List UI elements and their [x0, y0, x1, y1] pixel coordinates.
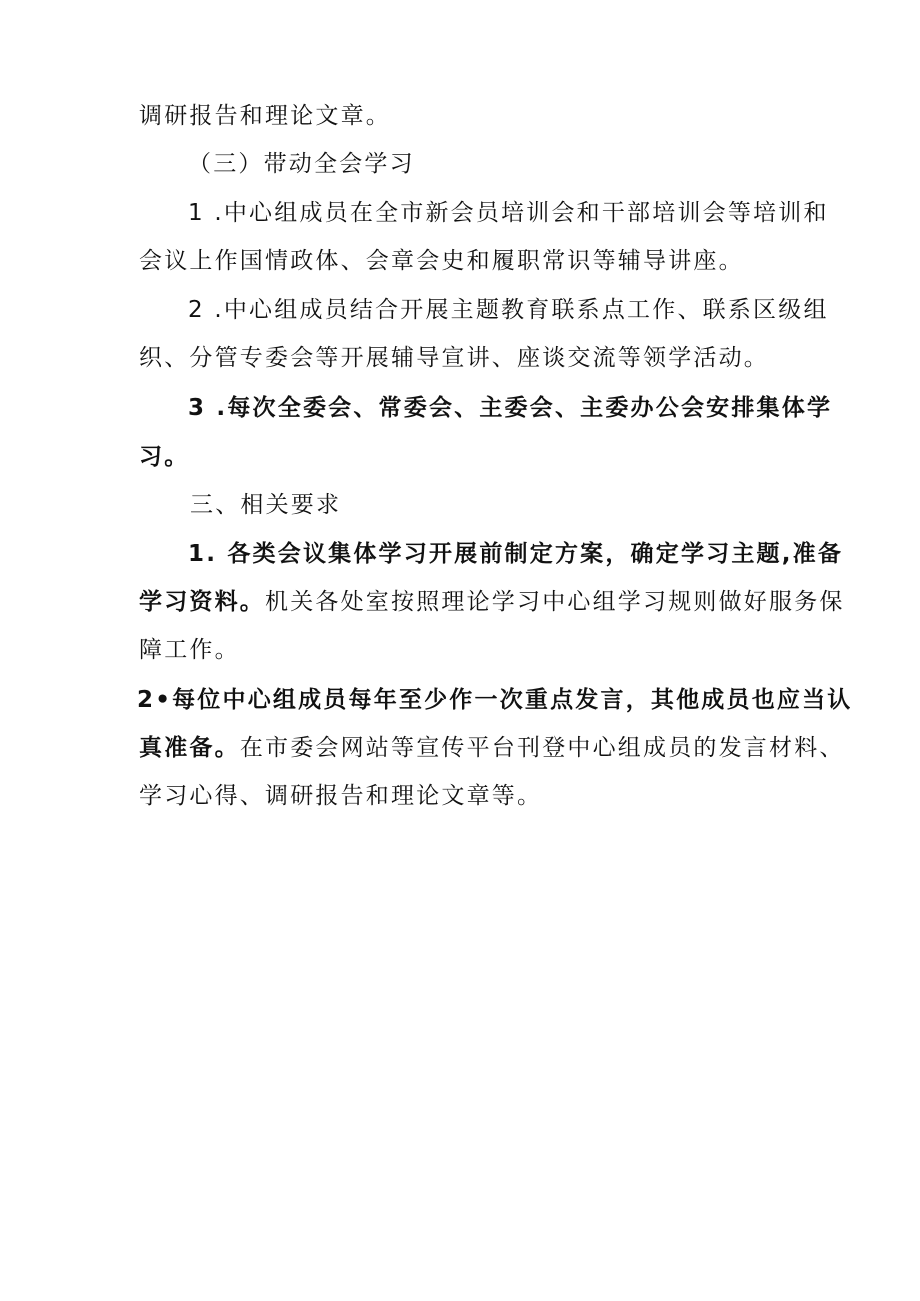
text-segment: 2 .中心组成员结合开展主题教育联系点工作、联系区级组 — [188, 297, 829, 323]
text-segment: 1 .中心组成员在全市新会员培训会和干部培训会等培训和 — [188, 200, 829, 226]
list-item-line-bold — [188, 539, 844, 569]
list-item-line — [139, 246, 744, 276]
text-segment: 障工作。 — [139, 637, 240, 663]
text-segment-bold: 真准备。 — [139, 735, 240, 761]
list-item-line — [139, 587, 845, 617]
text-segment: 习。 — [139, 444, 190, 470]
text-segment: 在市委会网站等宣传平台刊登中心组成员的发言材料、 — [239, 735, 845, 761]
list-item-line-bold — [139, 442, 189, 472]
text-segment: 三、相关要求 — [190, 492, 342, 518]
section-heading — [188, 149, 415, 179]
text-segment-bold: 学习资料。 — [139, 589, 265, 615]
section-heading — [190, 490, 341, 520]
text-line — [139, 101, 391, 131]
list-item-line-bold — [188, 393, 833, 423]
text-segment: 学习心得、调研报告和理论文章等。 — [139, 783, 543, 809]
text-segment: 调研报告和理论文章。 — [139, 103, 391, 129]
text-segment: 织、分管专委会等开展辅导宣讲、座谈交流等领学活动。 — [139, 345, 769, 371]
text-segment: 机关各处室按照理论学习中心组学习规则做好服务保 — [265, 589, 845, 615]
list-item-line-bold — [137, 685, 853, 715]
text-segment: 3 .每次全委会、常委会、主委会、主委办公会安排集体学 — [188, 395, 833, 421]
text-segment: （三）带动全会学习 — [188, 151, 415, 177]
text-segment: 会议上作国情政体、会章会史和履职常识等辅导讲座。 — [139, 248, 744, 274]
list-item-line — [139, 781, 542, 811]
list-item-line — [188, 198, 829, 228]
list-item-line — [188, 295, 829, 325]
text-segment: 2•每位中心组成员每年至少作一次重点发言，其他成员也应当认 — [137, 687, 853, 713]
text-segment: 1. 各类会议集体学习开展前制定方案，确定学习主题,准备 — [188, 541, 844, 567]
list-item-line — [139, 343, 769, 373]
list-item-line — [139, 733, 845, 763]
list-item-line — [139, 635, 240, 665]
